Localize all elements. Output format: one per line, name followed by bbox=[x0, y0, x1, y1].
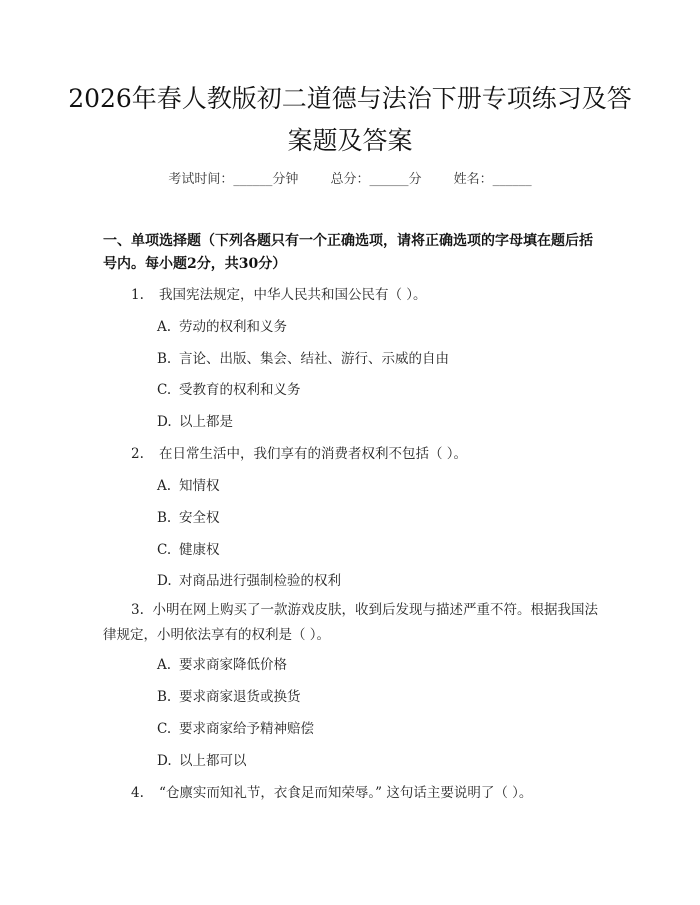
option-1c: C. 受教育的权利和义务 bbox=[157, 382, 301, 398]
question-2 bbox=[131, 442, 467, 462]
question-number: 2. bbox=[131, 446, 144, 462]
option-1a: A. 劳动的权利和义务 bbox=[157, 319, 287, 335]
option-2a: A. 知情权 bbox=[157, 478, 220, 494]
option-3b: B. 要求商家退货或换货 bbox=[157, 689, 301, 705]
option-2d: D. 对商品进行强制检验的权利 bbox=[157, 573, 341, 589]
question-text: 我国宪法规定，中华人民共和国公民有（ ）。 bbox=[159, 287, 427, 303]
exam-info bbox=[0, 168, 700, 187]
question-text: “仓廪实而知礼节，衣食足而知荣辱。” 这句话主要说明了（ ）。 bbox=[159, 785, 533, 801]
question-text: 在日常生活中，我们享有的消费者权利不包括（ ）。 bbox=[159, 446, 468, 462]
question-number: 3. bbox=[131, 602, 144, 618]
option-2b: B. 安全权 bbox=[157, 510, 220, 526]
total-score-field: 总分：______分 bbox=[330, 172, 422, 187]
option-3a: A. 要求商家降低价格 bbox=[157, 657, 287, 673]
question-number: 4. bbox=[131, 785, 144, 801]
option-3c: C. 要求商家给予精神赔偿 bbox=[157, 721, 314, 737]
option-2c: C. 健康权 bbox=[157, 542, 220, 558]
question-text: 小明在网上购买了一款游戏皮肤，收到后发现与描述严重不符。根据我国法律规定，小明依法享有的权利是（ ）。 bbox=[103, 602, 598, 643]
question-1 bbox=[131, 283, 427, 303]
section-heading: 一、单项选择题（下列各题只有一个正确选项，请将正确选项的字母填在题后括号内。每小题2分，共30分） bbox=[103, 233, 593, 272]
question-3 bbox=[103, 598, 608, 648]
option-3d: D. 以上都可以 bbox=[157, 753, 247, 769]
question-number: 1. bbox=[131, 287, 144, 303]
question-4 bbox=[131, 781, 532, 801]
option-1b: B. 言论、出版、集会、结社、游行、示威的自由 bbox=[157, 351, 449, 367]
student-name-field: 姓名：______ bbox=[453, 172, 532, 187]
exam-time-field: 考试时间：______分钟 bbox=[168, 172, 299, 187]
page-title: 2026年春人教版初二道德与法治下册专项练习及答案题及答案 bbox=[68, 84, 632, 155]
option-1d: D. 以上都是 bbox=[157, 414, 233, 430]
